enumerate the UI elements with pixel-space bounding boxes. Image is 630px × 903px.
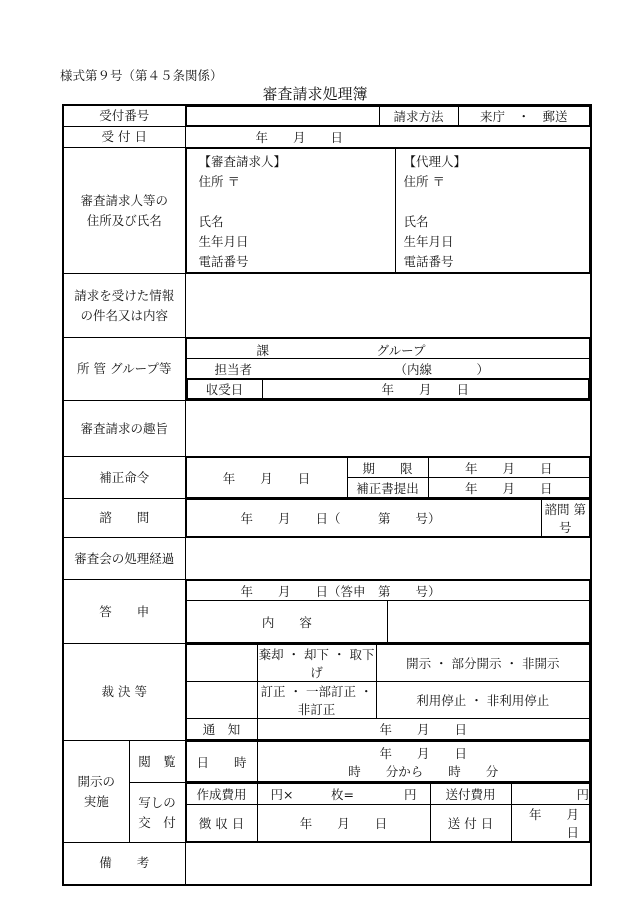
report-content-label: 内 容	[186, 601, 388, 643]
correction-cell	[185, 457, 591, 499]
report-cell	[185, 580, 591, 644]
form-title: 審査請求処理簿	[262, 85, 368, 103]
decision-label: 裁 決 等	[63, 644, 185, 741]
row-disclosure-copy	[63, 783, 591, 843]
notice-date[interactable]: 年 月 日	[257, 719, 590, 740]
disclosure-label-line2: 実施	[83, 793, 109, 809]
row-department	[63, 338, 591, 401]
applicant-cell	[185, 148, 591, 274]
send-label: 送 付 日	[430, 805, 511, 842]
agent-heading: 【代理人】	[403, 154, 467, 169]
review-request-form	[62, 104, 612, 886]
subject-label-line1: 請求を受けた情報	[74, 287, 175, 303]
requester-phone: 電話番号	[198, 254, 249, 269]
cost-formula[interactable]: 円× 枚= 円	[257, 784, 430, 805]
agent-block[interactable]	[395, 149, 590, 273]
section-label: 課	[256, 343, 270, 358]
decision-option-2[interactable]: 開示 ・ 部分開示 ・ 非開示	[376, 645, 590, 682]
decision-cell	[185, 644, 591, 741]
decision-option-1[interactable]: 棄却 ・ 却下 ・ 取下げ	[257, 645, 376, 682]
collect-label: 徴 収 日	[186, 805, 257, 842]
decision-option-3[interactable]: 訂正 ・ 一部訂正 ・ 非訂正	[257, 682, 376, 719]
collect-date[interactable]: 年 月 日	[257, 805, 430, 842]
deadline-date[interactable]: 年 月 日	[428, 458, 590, 478]
requester-address: 住所 〒	[198, 174, 240, 189]
viewing-cell	[185, 741, 591, 783]
purpose-value[interactable]	[185, 401, 591, 457]
receipt-number-label: 受付番号	[63, 105, 185, 127]
report-date[interactable]: 年 月 日（答申 第 号）	[186, 581, 590, 601]
correction-date[interactable]: 年 月 日	[186, 458, 347, 498]
submitted-date[interactable]: 年 月 日	[428, 478, 590, 498]
subject-label-line2: の件名又は内容	[80, 307, 169, 323]
datetime-label: 日 時	[186, 742, 257, 782]
view-date: 年 月 日	[379, 745, 468, 761]
receive-label: 収受日	[187, 380, 262, 399]
applicant-label-line1: 審査請求人等の	[80, 192, 169, 208]
inquiry-number[interactable]: 諮問 第 号	[541, 500, 590, 537]
agent-phone: 電話番号	[403, 254, 454, 269]
extension-open: （内線	[394, 362, 433, 377]
viewing-datetime[interactable]	[257, 742, 590, 782]
requester-block[interactable]	[186, 149, 395, 273]
cost-label: 作成費用	[186, 784, 257, 805]
deadline-label: 期 限	[347, 458, 428, 478]
copy-label-line1: 写しの	[138, 794, 176, 810]
row-receipt-date	[63, 127, 591, 148]
department-label: 所 管 グループ等	[63, 338, 185, 401]
requester-name: 氏名	[198, 214, 224, 229]
row-applicant	[63, 148, 591, 274]
agent-name: 氏名	[403, 214, 429, 229]
disclosure-label	[63, 741, 129, 843]
request-method-label: 請求方法	[379, 107, 458, 126]
receipt-date-value[interactable]	[185, 127, 591, 148]
row-disclosure-viewing	[63, 741, 591, 783]
row-receipt-number	[63, 105, 591, 127]
applicant-label	[63, 148, 185, 274]
receive-date[interactable]: 年 月 日	[262, 380, 589, 399]
agent-birthdate: 生年月日	[403, 234, 454, 249]
decision-spacer-2	[186, 682, 257, 719]
requester-heading: 【審査請求人】	[198, 154, 287, 169]
group-label: グループ	[376, 343, 426, 358]
correction-label: 補正命令	[63, 457, 185, 499]
person-label: 担当者	[214, 362, 253, 377]
applicant-label-line2: 住所及び氏名	[86, 212, 162, 228]
receipt-date-label: 受 付 日	[63, 127, 185, 148]
department-section-row[interactable]	[186, 339, 590, 359]
row-remarks	[63, 843, 591, 885]
row-subject	[63, 274, 591, 338]
receive-row	[186, 379, 590, 400]
receipt-number-cell	[185, 105, 591, 127]
receipt-date-text: 年 月 日	[255, 130, 344, 145]
form-number: 様式第９号（第４５条関係）	[60, 68, 223, 83]
department-cell	[185, 338, 591, 401]
row-decision	[63, 644, 591, 741]
agent-address: 住所 〒	[403, 174, 445, 189]
notice-label: 通 知	[186, 719, 257, 740]
report-content-value[interactable]	[388, 601, 590, 643]
copy-label	[129, 783, 185, 843]
subject-label	[63, 274, 185, 338]
row-inquiry	[63, 499, 591, 538]
row-correction	[63, 457, 591, 499]
department-person-row[interactable]	[186, 359, 590, 379]
process-value[interactable]	[185, 538, 591, 580]
submitted-label: 補正書提出	[347, 478, 428, 498]
row-process	[63, 538, 591, 580]
decision-spacer-1	[186, 645, 257, 682]
extension-close: ）	[476, 362, 490, 377]
row-report	[63, 580, 591, 644]
inquiry-date[interactable]: 年 月 日（ 第 号）	[186, 500, 541, 537]
view-time: 時 分から 時 分	[348, 763, 499, 779]
requester-birthdate: 生年月日	[198, 234, 249, 249]
copy-label-line2: 交 付	[138, 814, 176, 830]
shipping-label: 送付費用	[430, 784, 511, 805]
remarks-value[interactable]	[185, 843, 591, 885]
purpose-label: 審査請求の趣旨	[63, 401, 185, 457]
viewing-label: 閲 覧	[129, 741, 185, 783]
receipt-number-value[interactable]	[186, 107, 379, 126]
disclosure-label-line1: 開示の	[77, 773, 115, 789]
copy-cell	[185, 783, 605, 843]
remarks-label: 備 考	[63, 843, 185, 885]
inquiry-cell	[185, 499, 612, 538]
send-date[interactable]: 年 月 日	[511, 805, 590, 842]
inquiry-label: 諮 問	[63, 499, 185, 538]
report-label: 答 申	[63, 580, 185, 644]
shipping-value[interactable]: 円	[511, 784, 590, 805]
request-method-options[interactable]: 来庁 ・ 郵送	[458, 107, 590, 126]
decision-option-4[interactable]: 利用停止 ・ 非利用停止	[376, 682, 590, 719]
process-label: 審査会の処理経過	[63, 538, 185, 580]
subject-value[interactable]	[185, 274, 591, 338]
row-purpose	[63, 401, 591, 457]
